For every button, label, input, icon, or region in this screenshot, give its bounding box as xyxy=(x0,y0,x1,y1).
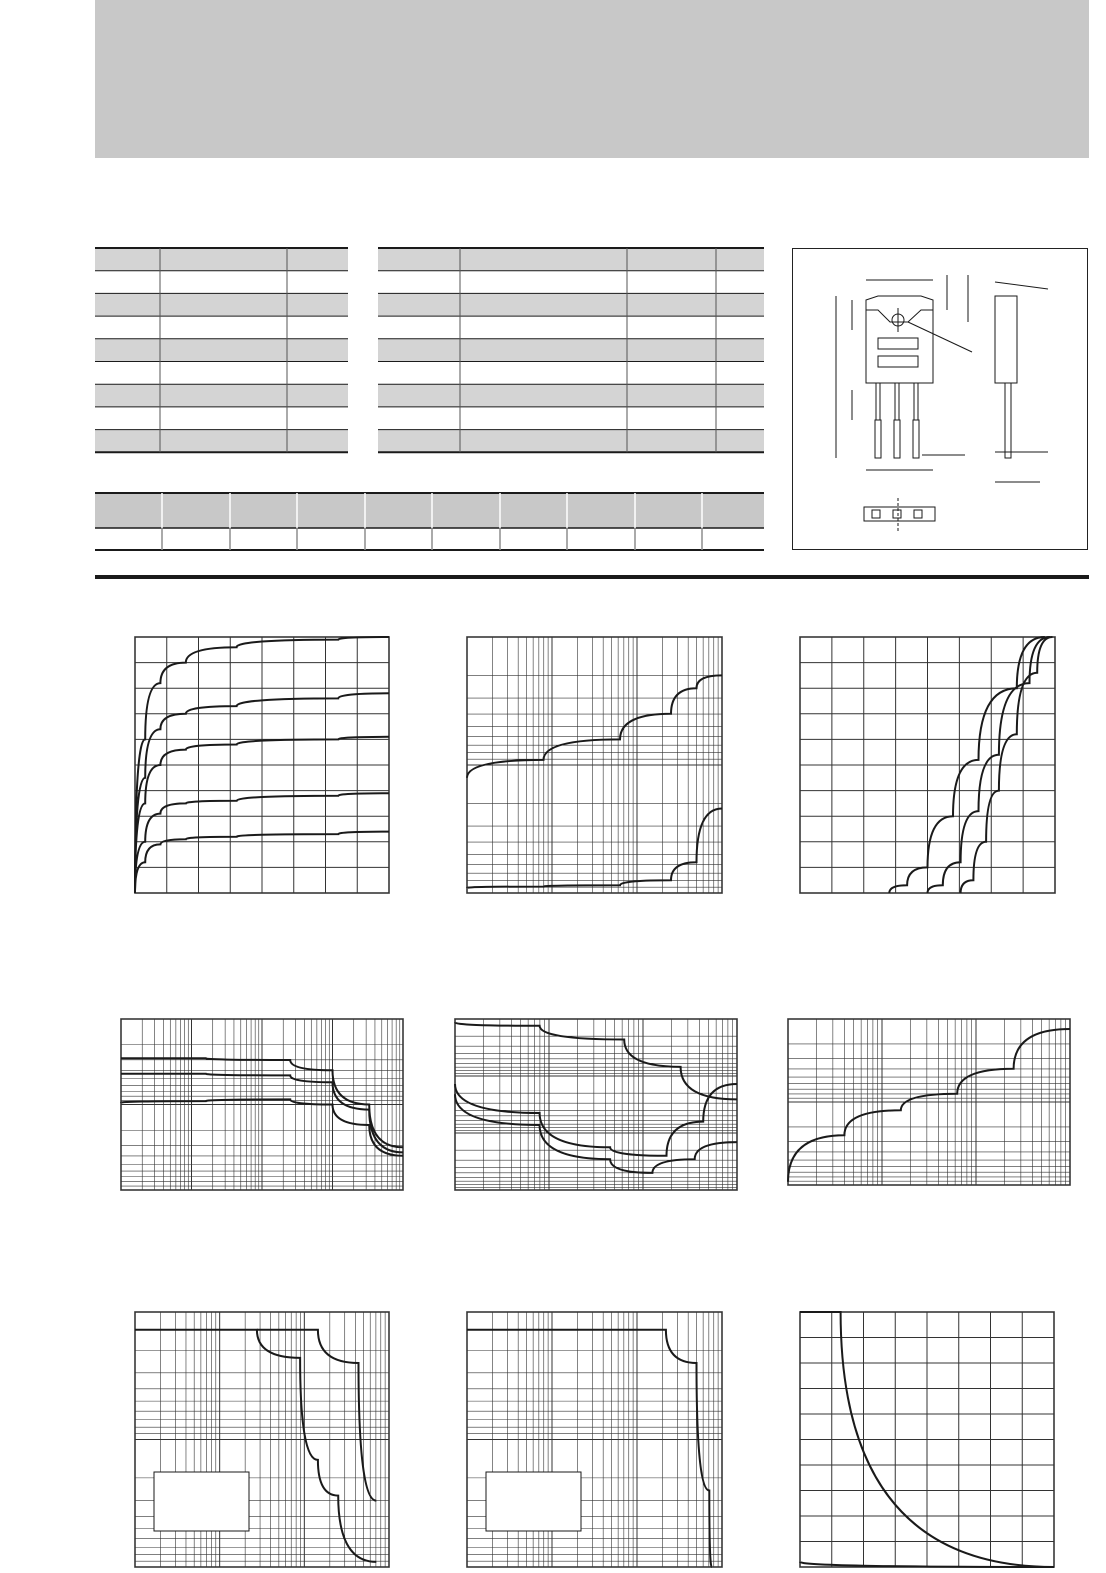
table-shaded-row xyxy=(95,384,348,407)
chart-c3 xyxy=(800,637,1055,893)
footprint-view xyxy=(864,507,935,521)
package-body xyxy=(866,296,933,383)
package-lead-tip xyxy=(875,420,881,458)
package-lead xyxy=(914,383,918,420)
chart-c5 xyxy=(455,1019,737,1190)
side-view-body xyxy=(995,296,1017,383)
dimension-line xyxy=(995,282,1048,289)
chart-legend-box xyxy=(486,1472,581,1531)
table-shaded-row xyxy=(378,248,764,271)
package-lead-tip xyxy=(894,420,900,458)
table-shaded-row xyxy=(378,384,764,407)
table-shaded-row xyxy=(95,248,348,271)
chart-c6 xyxy=(788,1019,1070,1185)
electrical-table xyxy=(378,248,764,452)
table-shaded-row xyxy=(95,293,348,316)
chart-frame xyxy=(455,1019,737,1190)
footprint-pad xyxy=(914,510,922,518)
chart-grid xyxy=(467,637,722,893)
table-shaded-row xyxy=(378,293,764,316)
chart-c2 xyxy=(467,637,722,893)
transistor-package-outline-icon xyxy=(836,275,1048,532)
chart-legend-box xyxy=(154,1472,249,1531)
table-shaded-row xyxy=(95,339,348,362)
side-view-lead xyxy=(1005,383,1011,458)
marking-box xyxy=(878,356,918,367)
classification-table xyxy=(95,493,764,550)
chart-c9 xyxy=(800,1312,1054,1567)
table-shaded-row xyxy=(95,430,348,453)
package-lead xyxy=(876,383,880,420)
package-lead xyxy=(895,383,899,420)
marking-box xyxy=(878,338,918,349)
chart-grid xyxy=(788,1019,1070,1185)
package-tab-edge xyxy=(866,310,933,322)
chart-c7 xyxy=(135,1312,389,1567)
footprint-pad xyxy=(872,510,880,518)
chart-c8 xyxy=(467,1312,722,1567)
table-shaded-row xyxy=(378,339,764,362)
table-shaded-row xyxy=(378,430,764,453)
chart-c1 xyxy=(135,637,389,893)
footprint-pad xyxy=(893,510,901,518)
ratings-table xyxy=(95,248,348,452)
chart-c4 xyxy=(121,1019,403,1190)
package-lead-tip xyxy=(913,420,919,458)
classification-header xyxy=(95,493,764,528)
